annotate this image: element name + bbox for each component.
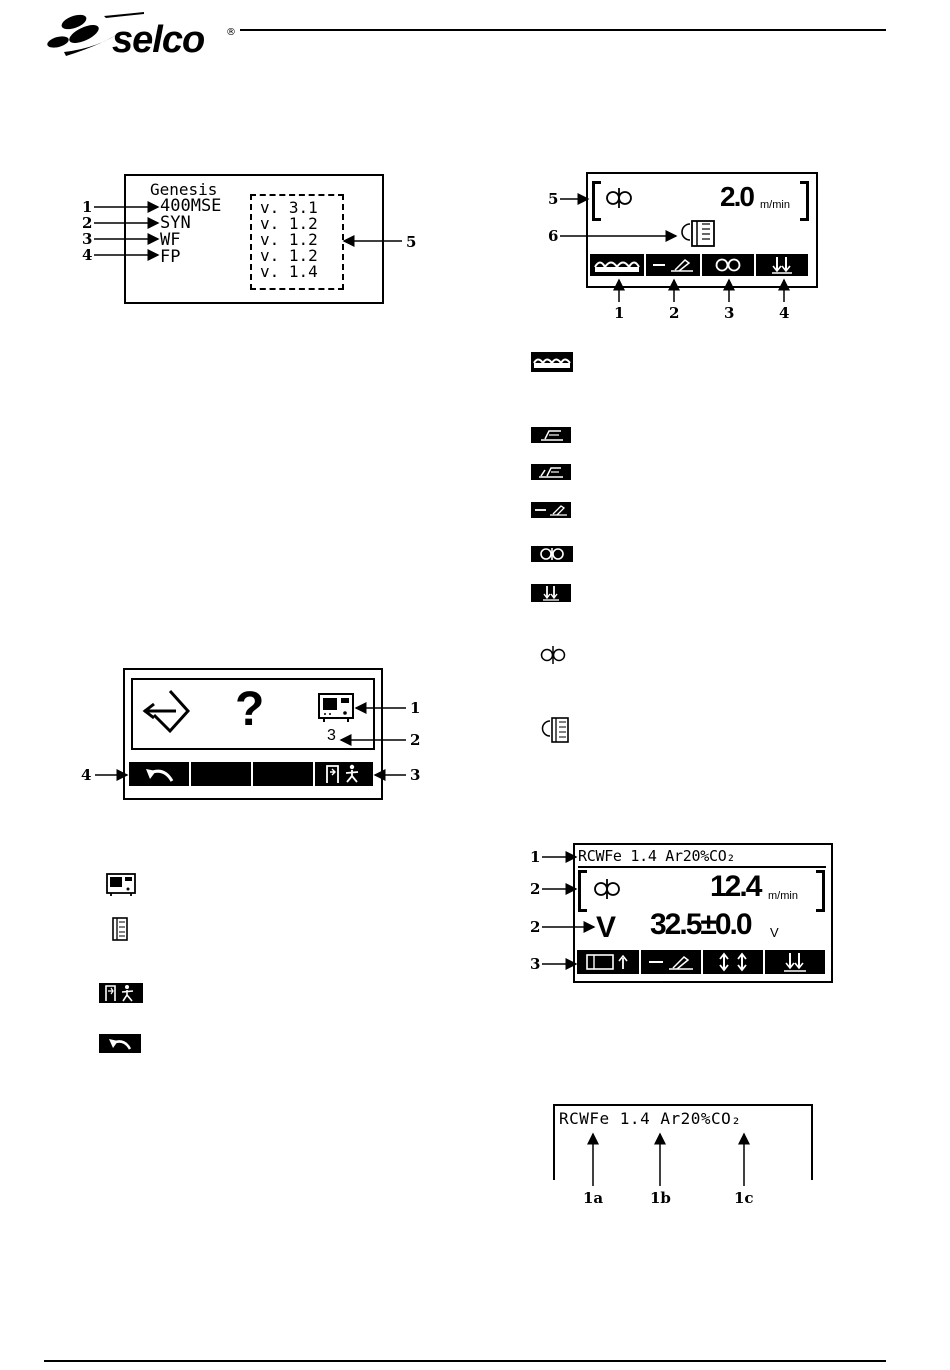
wire-speed-unit: m/min <box>768 890 798 902</box>
callout-1b: 1b <box>650 1189 671 1207</box>
wire-speed-value: 12.4 <box>710 870 761 903</box>
callout-3: 3 <box>410 766 421 784</box>
model-label: 400MSE <box>160 196 222 216</box>
callout-1: 1 <box>410 699 421 717</box>
voltage-symbol: V <box>596 911 615 944</box>
version-value: v. 1.2 <box>260 230 318 249</box>
version-value: v. 1.4 <box>260 262 318 281</box>
callout-1: 1 <box>82 198 93 216</box>
callout-2: 2 <box>530 918 541 936</box>
callout-2: 2 <box>669 304 680 322</box>
module-label-syn: SYN <box>160 213 191 233</box>
version-value: v. 1.2 <box>260 214 318 233</box>
callout-3: 3 <box>530 955 541 973</box>
wire-speed-unit: m/min <box>760 199 790 211</box>
callout-5: 5 <box>406 233 417 251</box>
callout-2: 2 <box>410 731 421 749</box>
callout-2: 2 <box>530 880 541 898</box>
voltage-unit: V <box>770 925 779 940</box>
registered-mark: ® <box>226 27 236 38</box>
callout-1: 1 <box>530 848 541 866</box>
callout-3: 3 <box>724 304 735 322</box>
program-text: RCWFe 1.4 Ar20%CO₂ <box>559 1109 742 1128</box>
help-count: 3 <box>327 727 336 744</box>
callout-4: 4 <box>82 246 93 264</box>
genesis-title: Genesis <box>150 180 218 199</box>
program-header: RCWFe 1.4 Ar20%CO₂ <box>578 847 736 865</box>
callout-3: 3 <box>82 230 93 248</box>
version-value: v. 1.2 <box>260 246 318 265</box>
callout-1: 1 <box>614 304 625 322</box>
callout-4: 4 <box>779 304 790 322</box>
module-label-wf: WF <box>160 230 181 250</box>
version-value: v. 3.1 <box>260 198 318 217</box>
callout-1a: 1a <box>583 1189 604 1207</box>
callout-1c: 1c <box>734 1189 754 1207</box>
brand-name: selco <box>112 19 205 61</box>
wire-speed-value: 2.0 <box>720 181 753 212</box>
callout-6: 6 <box>548 227 559 245</box>
callout-2: 2 <box>82 214 93 232</box>
callout-4: 4 <box>81 766 92 784</box>
module-label-fp: FP <box>160 247 181 267</box>
footer-rule <box>44 1360 886 1362</box>
callout-5: 5 <box>548 190 559 208</box>
voltage-value: 32.5±0.0 <box>650 908 751 941</box>
help-question-mark: ? <box>235 683 265 736</box>
